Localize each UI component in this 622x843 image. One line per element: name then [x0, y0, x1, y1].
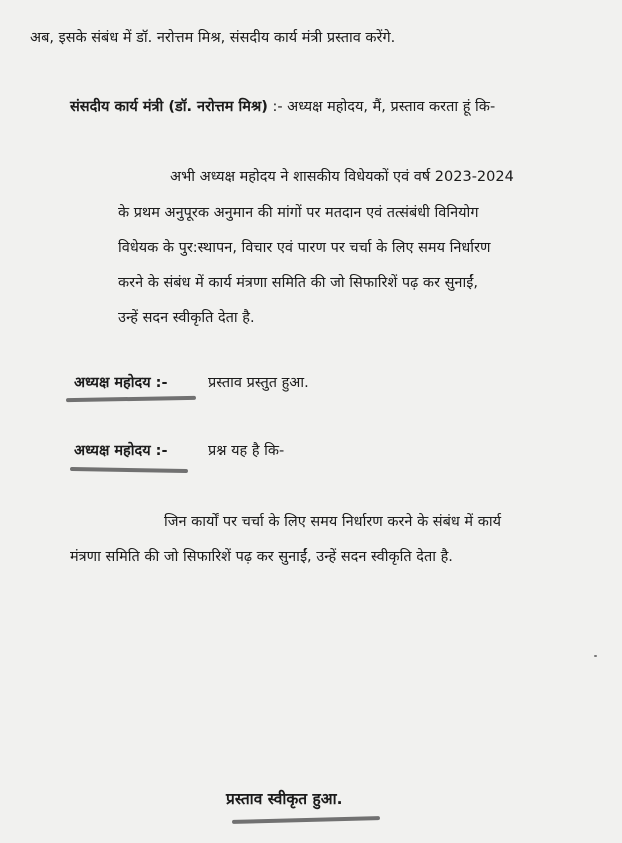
- speaker-1-underline: [66, 396, 196, 402]
- speaker-2-text: प्रश्न यह है कि-: [208, 443, 285, 459]
- scan-speck: [594, 655, 597, 657]
- result-text: प्रस्ताव स्वीकृत हुआ.: [226, 790, 343, 808]
- minister-statement-line: [70, 97, 495, 117]
- intro-line: अब, इसके संबंध में डॉ. नरोत्तम मिश्र, संसदीय कार्य मंत्री प्रस्ताव करेंगे.: [30, 30, 396, 46]
- question-line-1: जिन कार्यों पर चर्चा के लिए समय निर्धारण करने के संबंध में कार्य: [164, 514, 501, 530]
- motion-line-2: के प्रथम अनुपूरक अनुमान की मांगों पर मतदान एवं तत्संबंधी विनियोग: [118, 205, 479, 221]
- motion-line-3: विधेयक के पुर:स्थापन, विचार एवं पारण पर चर्चा के लिए समय निर्धारण: [118, 240, 491, 256]
- motion-line-5: उन्हें सदन स्वीकृति देता है.: [118, 310, 255, 326]
- minister-speaker-label: संसदीय कार्य मंत्री (डॉ. नरोत्तम मिश्र): [70, 99, 268, 115]
- motion-line-1: अभी अध्यक्ष महोदय ने शासकीय विधेयकों एवं वर्ष 2023-2024: [170, 169, 514, 185]
- speaker-1-text: प्रस्ताव प्रस्तुत हुआ.: [208, 375, 309, 391]
- speaker-2-label: अध्यक्ष महोदय :-: [74, 443, 168, 459]
- speaker-2-underline: [70, 467, 188, 473]
- motion-line-4: करने के संबंध में कार्य मंत्रणा समिति की जो सिफारिशें पढ़ कर सुनाईं,: [118, 275, 478, 291]
- result-underline: [232, 816, 380, 824]
- question-line-2: मंत्रणा समिति की जो सिफारिशें पढ़ कर सुनाईं, उन्हें सदन स्वीकृति देता है.: [70, 549, 453, 565]
- minister-statement-text: :- अध्यक्ष महोदय, मैं, प्रस्ताव करता हूं कि-: [272, 99, 496, 115]
- speaker-1-label: अध्यक्ष महोदय :-: [74, 375, 168, 391]
